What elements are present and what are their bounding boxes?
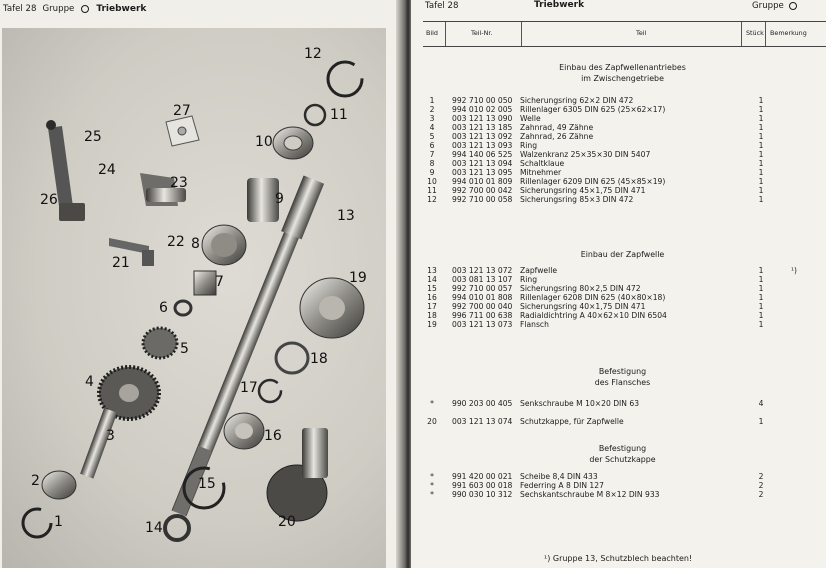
row-bild: 20 [427, 417, 437, 426]
row-teil: Radialdichtring A 40×62×10 DIN 6504 [520, 311, 667, 320]
callout-23: 23 [170, 175, 188, 191]
row-teil: Ring [520, 141, 538, 150]
row-teil: Flansch [520, 320, 549, 329]
row-teilnr: 994 140 06 525 [452, 150, 513, 159]
row-bemerkung: ¹) [791, 266, 798, 275]
left-tafel-label: Tafel 28 [3, 4, 37, 14]
section-heading: Befestigung des Flansches [594, 367, 651, 387]
row-stueck: 1 [758, 186, 764, 195]
row-stueck: 1 [758, 141, 764, 150]
row-teil: Sicherungsring 80×2,5 DIN 472 [520, 284, 641, 293]
left-page [0, 0, 405, 568]
row-stueck: 2 [758, 472, 764, 481]
callout-4: 4 [85, 374, 94, 390]
callout-22: 22 [167, 234, 185, 250]
row-bild: 14 [427, 275, 437, 284]
row-teilnr: 990 030 10 312 [452, 490, 513, 499]
row-teilnr: 003 121 13 074 [452, 417, 513, 426]
callout-11: 11 [330, 107, 348, 123]
row-stueck: 1 [758, 105, 764, 114]
row-stueck: 1 [758, 132, 764, 141]
callout-8: 8 [191, 236, 200, 252]
row-teilnr: 992 710 00 057 [452, 284, 513, 293]
callout-26: 26 [40, 192, 58, 208]
callout-6: 6 [159, 300, 168, 316]
row-bild: * [430, 481, 434, 490]
row-teilnr: 994 010 01 808 [452, 293, 513, 302]
row-stueck: 2 [758, 490, 764, 499]
row-bild: 7 [429, 150, 435, 159]
callout-24: 24 [98, 162, 116, 178]
callout-18: 18 [310, 351, 328, 367]
row-teil: Welle [520, 114, 541, 123]
row-teilnr: 003 121 13 090 [452, 114, 513, 123]
row-bild: 12 [427, 195, 437, 204]
row-stueck: 1 [758, 320, 764, 329]
row-teil: Sicherungsring 62×2 DIN 472 [520, 96, 634, 105]
row-bild: * [430, 399, 434, 408]
callout-27: 27 [173, 103, 191, 119]
row-teilnr: 992 700 00 042 [452, 186, 513, 195]
row-teil: Scheibe 8,4 DIN 433 [520, 472, 598, 481]
callout-21: 21 [112, 255, 130, 271]
parts-list [411, 0, 826, 568]
row-stueck: 1 [758, 150, 764, 159]
row-teilnr: 003 121 13 092 [452, 132, 513, 141]
gruppe-ring-icon [81, 5, 89, 13]
row-teil: Schutzkappe, für Zapfwelle [520, 417, 624, 426]
row-teil: Zahnrad, 26 Zähne [520, 132, 594, 141]
row-teilnr: 003 121 13 094 [452, 159, 513, 168]
row-teilnr: 003 121 13 072 [452, 266, 513, 275]
row-stueck: 1 [758, 311, 764, 320]
row-stueck: 2 [758, 481, 764, 490]
row-bild: 11 [427, 186, 437, 195]
row-stueck: 1 [758, 159, 764, 168]
row-stueck: 1 [758, 96, 764, 105]
callout-20: 20 [278, 514, 296, 530]
left-gruppe-label: Gruppe [42, 4, 75, 14]
row-bild: * [430, 490, 434, 499]
callout-25: 25 [84, 129, 102, 145]
row-teil: Sicherungsring 40×1,75 DIN 471 [520, 302, 646, 311]
row-stueck: 4 [758, 399, 764, 408]
row-teil: Walzenkranz 25×35×30 DIN 5407 [520, 150, 651, 159]
row-teil: Schaltklaue [520, 159, 565, 168]
callout-9: 9 [275, 191, 284, 207]
row-teil: Zapfwelle [520, 266, 557, 275]
row-teil: Rillenlager 6305 DIN 625 (25×62×17) [520, 105, 666, 114]
row-teilnr: 991 603 00 018 [452, 481, 513, 490]
callout-2: 2 [31, 473, 40, 489]
callout-13: 13 [337, 208, 355, 224]
row-teilnr: 003 121 13 093 [452, 141, 513, 150]
row-teilnr: 992 700 00 040 [452, 302, 513, 311]
callout-14: 14 [145, 520, 163, 536]
callout-17: 17 [240, 380, 258, 396]
section-heading: Einbau des Zapfwellenantriebes im Zwischengetriebe [559, 63, 686, 83]
left-page-header [3, 4, 146, 14]
row-bild: 18 [427, 311, 437, 320]
row-stueck: 1 [758, 195, 764, 204]
col-stueck: Stück [746, 29, 764, 37]
callout-15: 15 [198, 476, 216, 492]
section-heading: Befestigung der Schutzkappe [589, 444, 656, 464]
callout-7: 7 [215, 274, 224, 290]
right-tafel-label: Tafel 28 [425, 1, 459, 11]
row-bild: 2 [429, 105, 435, 114]
footnote: ¹) Gruppe 13, Schutzblech beachten! [544, 554, 693, 563]
row-stueck: 1 [758, 177, 764, 186]
row-teil: Mitnehmer [520, 168, 562, 177]
right-page-title: Triebwerk [534, 0, 585, 10]
row-stueck: 1 [758, 168, 764, 177]
callout-3: 3 [106, 428, 115, 444]
row-bild: 3 [429, 114, 435, 123]
row-bild: 4 [429, 123, 435, 132]
row-bild: * [430, 472, 434, 481]
callout-1: 1 [54, 514, 63, 530]
row-bild: 19 [427, 320, 437, 329]
row-bild: 13 [427, 266, 437, 275]
row-teilnr: 003 121 13 073 [452, 320, 513, 329]
row-stueck: 1 [758, 266, 764, 275]
row-bild: 6 [429, 141, 435, 150]
row-bild: 17 [427, 302, 437, 311]
row-teilnr: 992 710 00 058 [452, 195, 513, 204]
row-teilnr: 003 121 13 095 [452, 168, 513, 177]
row-stueck: 1 [758, 114, 764, 123]
row-bild: 16 [427, 293, 437, 302]
col-teilnr: Teil-Nr. [471, 29, 493, 37]
row-teil: Sicherungsring 85×3 DIN 472 [520, 195, 634, 204]
row-teil: Sechskantschraube M 8×12 DIN 933 [520, 490, 660, 499]
parts-illustration [2, 28, 386, 568]
row-teilnr: 994 010 01 809 [452, 177, 513, 186]
right-gruppe-label: Gruppe [752, 1, 784, 11]
col-teil: Teil [636, 29, 647, 37]
row-stueck: 1 [758, 293, 764, 302]
row-stueck: 1 [758, 284, 764, 293]
row-bild: 8 [429, 159, 435, 168]
row-teil: Ring [520, 275, 538, 284]
row-stueck: 1 [758, 302, 764, 311]
callout-10: 10 [255, 134, 273, 150]
row-teilnr: 991 420 00 021 [452, 472, 513, 481]
row-teilnr: 990 203 00 405 [452, 399, 513, 408]
row-teil: Rillenlager 6208 DIN 625 (40×80×18) [520, 293, 666, 302]
left-page-title: Triebwerk [96, 4, 147, 14]
callout-19: 19 [349, 270, 367, 286]
callout-5: 5 [180, 341, 189, 357]
row-teil: Sicherungsring 45×1,75 DIN 471 [520, 186, 646, 195]
row-stueck: 1 [758, 123, 764, 132]
section-heading: Einbau der Zapfwelle [580, 250, 665, 259]
row-teil: Federring A 8 DIN 127 [520, 481, 604, 490]
row-teilnr: 003 081 13 107 [452, 275, 513, 284]
row-stueck: 1 [758, 275, 764, 284]
row-teil: Zahnrad, 49 Zähne [520, 123, 594, 132]
callout-12: 12 [304, 46, 322, 62]
row-teilnr: 994 010 02 005 [452, 105, 513, 114]
row-teil: Senkschraube M 10×20 DIN 63 [520, 399, 640, 408]
row-bild: 15 [427, 284, 437, 293]
row-bild: 5 [429, 132, 435, 141]
col-bild: Bild [426, 29, 438, 37]
row-teilnr: 992 710 00 050 [452, 96, 513, 105]
row-teil: Rillenlager 6209 DIN 625 (45×85×19) [520, 177, 666, 186]
row-teilnr: 003 121 13 185 [452, 123, 513, 132]
callout-16: 16 [264, 428, 282, 444]
row-teilnr: 996 711 00 638 [452, 311, 513, 320]
row-bild: 9 [429, 168, 435, 177]
row-bild: 10 [427, 177, 437, 186]
col-bemerkung: Bemerkung [770, 29, 807, 37]
row-bild: 1 [429, 96, 435, 105]
row-stueck: 1 [758, 417, 764, 426]
exploded-parts-photo [2, 28, 386, 568]
